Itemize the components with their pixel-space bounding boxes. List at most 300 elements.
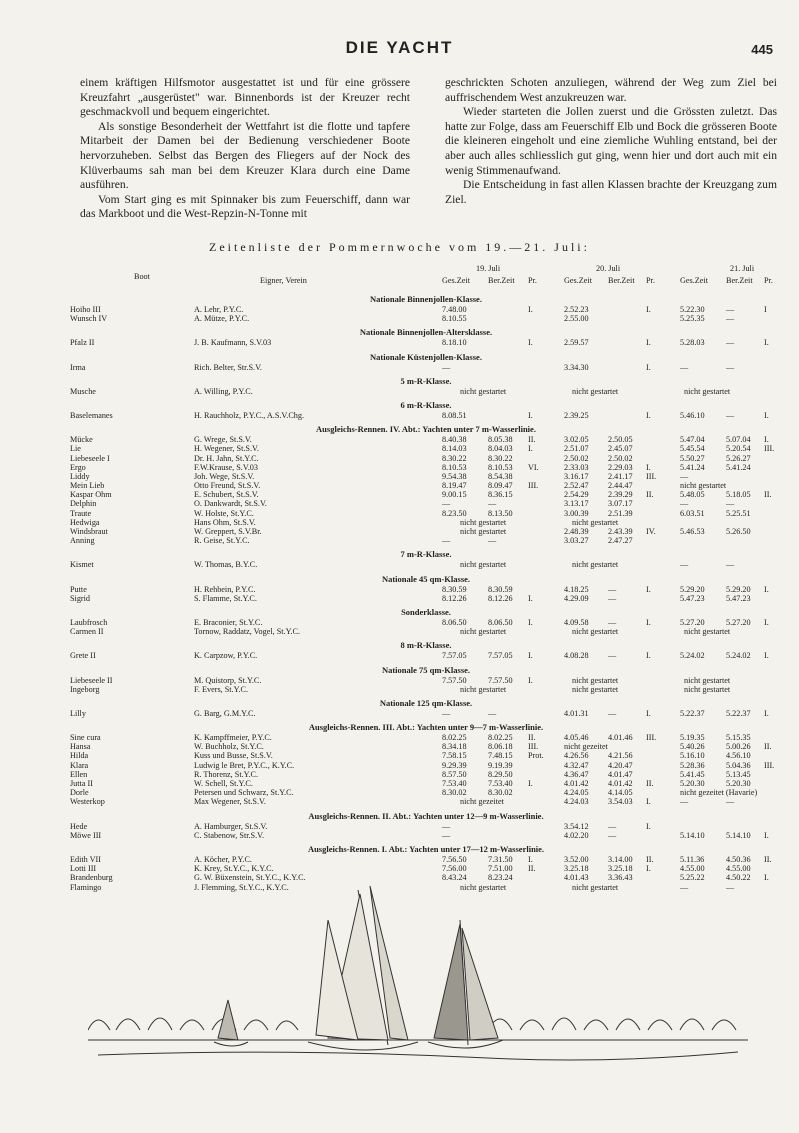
cell-note3: nicht gestartet	[684, 627, 731, 637]
cell-g1: 7.48.00	[442, 305, 467, 314]
header-day1: 19. Juli	[476, 264, 501, 273]
class-heading: Ausgleichs-Rennen. I. Abt.: Yachten unter 17—12 m-Wasserlinie.	[307, 843, 545, 854]
class-heading: Nationale Binnenjollen-Altersklasse.	[359, 327, 493, 338]
cell-b2: 2.29.03	[608, 462, 633, 472]
cell-note3: nicht gestartet	[684, 386, 731, 396]
cell-boot: Musche	[70, 386, 96, 396]
cell-boot: Möwe III	[70, 830, 102, 840]
header-boot: Boot	[134, 272, 150, 281]
cell-owner: A. Willing, P.Y.C.	[194, 386, 253, 396]
cell-b3: 5.15.35	[726, 733, 751, 743]
cell-b3: 4.55.00	[726, 864, 751, 874]
cell-boot: Delphin	[70, 499, 97, 509]
cell-g3: 5.28.36	[680, 760, 705, 770]
cell-g1: 8.57.50	[442, 769, 467, 779]
cell-g3: 5.47.04	[680, 435, 705, 445]
cell-p1: I.	[528, 305, 533, 314]
cell-b3: 5.07.04	[726, 435, 751, 445]
cell-note2: nicht gestartet	[572, 386, 619, 396]
table-row	[70, 490, 782, 499]
cell-p2: III.	[646, 471, 657, 481]
table-row	[70, 733, 782, 742]
cell-owner: Joh. Wege, St.S.V.	[194, 471, 255, 481]
cell-g3: 5.45.54	[680, 444, 705, 454]
cell-note1: nicht gestartet	[460, 527, 507, 536]
cell-boot: Jutta II	[70, 779, 93, 788]
cell-p3: I.	[764, 435, 769, 445]
cell-boot: Hoiho III	[70, 305, 101, 314]
cell-g3: 5.27.20	[680, 617, 705, 627]
cell-b3: —	[726, 882, 735, 892]
cell-b3: 5.14.10	[726, 830, 751, 840]
cell-b3: 4.50.22	[726, 873, 751, 883]
cell-p1: I.	[528, 675, 533, 685]
cell-boot: Mücke	[70, 435, 93, 445]
table-row	[70, 685, 782, 694]
cell-g3: 5.41.45	[680, 769, 705, 779]
table-row	[70, 864, 782, 873]
cell-b1: 9.19.39	[488, 760, 513, 770]
cell-g2: 4.29.09	[564, 593, 589, 603]
cell-owner: F. Evers, St.Y.C.	[194, 684, 249, 694]
text-column-left	[80, 76, 410, 222]
cell-owner: Otto Freund, St.S.V.	[194, 481, 261, 491]
paragraph: Als sonstige Besonderheit der Wettfahrt ist die flotte und tapfere Mitarbeit der Damen bei der Bedienung verschiedener Boote hervorzuheben. Selbst das Bergen des Fliegers auf der Nock des Klüverbaums sah man bei dem Kreuzer Klara durch eine Dame ausführen.	[80, 119, 410, 192]
header-ges: Ges.Zeit	[564, 276, 592, 285]
cell-g2: 4.01.42	[564, 779, 589, 788]
cell-g1: 8.30.59	[442, 584, 467, 594]
cell-g3: 5.50.27	[680, 453, 705, 463]
cell-p3: II.	[764, 490, 772, 500]
cell-p1: I.	[528, 779, 533, 788]
cell-g1: 8.43.24	[442, 873, 467, 883]
cell-p2: I.	[646, 864, 651, 874]
cell-p2: I.	[646, 797, 651, 807]
table-row	[70, 444, 782, 453]
cell-note3: nicht gestartet	[684, 684, 731, 694]
cell-p1: II.	[528, 864, 536, 874]
cell-owner: R. Thorenz, St.Y.C.	[194, 769, 259, 779]
cell-boot: Edith VII	[70, 854, 102, 864]
cell-g3: —	[680, 882, 689, 892]
cell-g2: 3.25.18	[564, 864, 589, 874]
cell-b2: 4.21.56	[608, 751, 633, 761]
cell-b3: —	[726, 314, 735, 324]
class-heading: Nationale Binnenjollen-Klasse.	[370, 294, 482, 304]
cell-b1: 8.30.22	[488, 453, 513, 463]
cell-g2: 3.54.12	[564, 821, 589, 831]
cell-b2: 4.20.47	[608, 760, 633, 770]
cell-b2: 3.25.18	[608, 864, 633, 874]
cell-g2: 2.52.23	[564, 305, 589, 314]
cell-owner: A. Köcher, P.Y.C.	[194, 854, 252, 864]
cell-g1: 9.54.38	[442, 471, 467, 481]
cell-g2: 4.18.25	[564, 584, 589, 594]
cell-b3: 5.22.37	[726, 708, 751, 718]
cell-boot: Traute	[70, 508, 92, 518]
cell-p1: III.	[528, 481, 539, 491]
cell-b1: 7.48.15	[488, 751, 513, 761]
cell-p2: I.	[646, 338, 651, 348]
header-ber: Ber.Zeit	[726, 276, 753, 285]
cell-b1: 7.57.50	[488, 675, 513, 685]
cell-b2: 2.50.02	[608, 453, 633, 463]
cell-note1: nicht gestartet	[460, 560, 507, 570]
cell-owner: J. Flemming, St.Y.C., K.Y.C.	[194, 882, 289, 892]
table-row	[70, 822, 782, 831]
header-ber: Ber.Zeit	[608, 276, 635, 285]
cell-owner: Petersen und Schwarz, St.Y.C.	[194, 788, 294, 798]
header-day3: 21. Juli	[730, 264, 755, 273]
cell-owner: Hans Ohm, St.S.V.	[194, 517, 256, 527]
cell-boot: Wunsch IV	[70, 314, 108, 324]
cell-b2: 2.44.47	[608, 481, 633, 491]
cell-g1: 8.40.38	[442, 435, 467, 445]
cell-p3: II.	[764, 854, 772, 864]
cell-g2: 4.01.43	[564, 873, 589, 883]
table-row	[70, 627, 782, 636]
cell-owner: W. Holste, St.Y.C.	[194, 508, 254, 518]
cell-b2: 3.07.17	[608, 499, 633, 509]
cell-g1: 8.02.25	[442, 733, 467, 743]
cell-g3: 4.55.00	[680, 864, 705, 874]
cell-owner: O. Dankwardt, St.S.V.	[194, 499, 267, 509]
cell-g1: 8.06.50	[442, 617, 467, 627]
table-row	[70, 560, 782, 569]
class-heading: 6 m-R-Klasse.	[400, 399, 452, 410]
cell-b1: 8.09.47	[488, 481, 513, 491]
cell-boot: Liddy	[70, 471, 90, 481]
cell-g3: 5.40.26	[680, 742, 705, 752]
cell-b1: 7.57.05	[488, 651, 513, 661]
table-row	[70, 709, 782, 718]
cell-b2: 2.45.07	[608, 444, 633, 454]
cell-p2: I.	[646, 305, 651, 314]
cell-p3: I.	[764, 873, 769, 883]
cell-g3: 5.22.30	[680, 305, 705, 314]
cell-b2: 4.14.05	[608, 788, 633, 798]
cell-g3: nicht gestartet	[680, 481, 727, 491]
cell-note2: nicht gestartet	[572, 882, 619, 892]
cell-owner: Ludwig le Bret, P.Y.C., K.Y.C.	[194, 760, 295, 770]
cell-b2: 4.01.47	[608, 769, 633, 779]
cell-boot: Lie	[70, 444, 81, 454]
cell-g1: 7.58.15	[442, 751, 467, 761]
table-row	[70, 314, 782, 323]
cell-g3: 5.25.22	[680, 873, 705, 883]
cell-b1: 8.30.59	[488, 584, 513, 594]
table-row	[70, 770, 782, 779]
table-row	[70, 454, 782, 463]
table-body	[70, 290, 782, 892]
cell-b3: 4.50.36	[726, 854, 751, 864]
cell-p2: I.	[646, 651, 651, 661]
cell-boot: Grete II	[70, 651, 96, 661]
cell-b2: —	[608, 651, 617, 661]
table-row	[70, 338, 782, 347]
cell-g3: —	[680, 797, 689, 807]
cell-boot: Windsbraut	[70, 527, 108, 536]
cell-owner: E. Schubert, St.S.V.	[194, 490, 259, 500]
cell-boot: Klara	[70, 760, 89, 770]
cell-owner: A. Hamburger, St.S.V.	[194, 821, 268, 831]
cell-b2: —	[608, 830, 617, 840]
table-row	[70, 797, 782, 806]
cell-b3: 5.26.27	[726, 453, 751, 463]
cell-owner: W. Schell, St.Y.C.	[194, 779, 253, 788]
table-row	[70, 594, 782, 603]
cell-p3: I.	[764, 651, 769, 661]
cell-boot: Liebeseele II	[70, 675, 113, 685]
cell-b2: 3.54.03	[608, 797, 633, 807]
paragraph: einem kräftigen Hilfsmotor ausgestattet ist und für eine grössere Kreuzfahrt „ausgerüstet" war. Binnenbords ist der Kreuzer recht geschmackvoll und bequem eingerichtet.	[80, 76, 410, 119]
cell-b3: 5.25.51	[726, 508, 751, 518]
cell-g2: 3.52.00	[564, 854, 589, 864]
cell-owner: A. Lehr, P.Y.C.	[194, 305, 244, 314]
cell-g1: 7.53.40	[442, 779, 467, 788]
table-row	[70, 509, 782, 518]
cell-g3: 5.19.35	[680, 733, 705, 743]
cell-g2: 2.48.39	[564, 527, 589, 536]
header-pr: Pr.	[646, 276, 655, 285]
cell-note2: nicht gestartet	[572, 675, 619, 685]
table-row	[70, 788, 782, 797]
cell-b2: —	[608, 593, 617, 603]
header-pr: Pr.	[528, 276, 537, 285]
table-row	[70, 481, 782, 490]
cell-owner: Tornow, Raddatz, Vogel, St.Y.C.	[194, 627, 301, 637]
cell-b3: 5.27.20	[726, 617, 751, 627]
cell-b3: 5.29.20	[726, 584, 751, 594]
cell-owner: W. Greppert, S.V.Br.	[194, 527, 262, 536]
cell-boot: Anning	[70, 536, 95, 546]
cell-owner: K. Krey, St.Y.C., K.Y.C.	[194, 864, 274, 874]
cell-g1: 8.18.10	[442, 338, 467, 348]
cell-p1: I.	[528, 338, 533, 348]
cell-owner: H. Rauchholz, P.Y.C., A.S.V.Chg.	[194, 410, 305, 420]
cell-p3: I.	[764, 410, 769, 420]
class-heading: Ausgleichs-Rennen. II. Abt.: Yachten unter 12—9 m-Wasserlinie.	[308, 810, 544, 821]
cell-b3: 5.20.30	[726, 779, 751, 788]
cell-g2: 4.36.47	[564, 769, 589, 779]
header-day2: 20. Juli	[596, 264, 621, 273]
cell-boot: Westerkop	[70, 797, 105, 807]
cell-b1: 7.31.50	[488, 854, 513, 864]
cell-owner: G. Wrege, St.S.V.	[194, 435, 252, 445]
class-heading: Ausgleichs-Rennen. IV. Abt.: Yachten unter 7 m-Wasserlinie.	[316, 424, 536, 435]
cell-owner: J. B. Kaufmann, S.V.03	[194, 338, 272, 348]
cell-b1: 8.23.24	[488, 873, 513, 883]
cell-g1: 7.57.05	[442, 651, 467, 661]
class-heading: Nationale 45 qm-Klasse.	[381, 573, 471, 584]
class-heading: Ausgleichs-Rennen. III. Abt.: Yachten unter 9—7 m-Wasserlinie.	[308, 722, 544, 733]
cell-b2: —	[608, 821, 617, 831]
class-heading: Nationale 75 qm-Klasse.	[381, 664, 471, 675]
table-row	[70, 651, 782, 660]
table-row	[70, 472, 782, 481]
cell-b3: —	[726, 499, 735, 509]
cell-note2: nicht gestartet	[572, 627, 619, 637]
paragraph: Die Entscheidung in fast allen Klassen brachte der Kreuzgang zum Ziel.	[445, 178, 777, 206]
cell-boot: Irma	[70, 362, 86, 372]
cell-b3: 5.20.54	[726, 444, 751, 454]
cell-p2: II.	[646, 490, 654, 500]
cell-owner: G. Barg, G.M.Y.C.	[194, 708, 256, 718]
cell-boot: Carmen II	[70, 627, 104, 637]
cell-g2: 2.50.02	[564, 453, 589, 463]
cell-g2: 2.39.25	[564, 410, 589, 420]
cell-b2: 3.14.00	[608, 854, 633, 864]
cell-g2: 2.51.07	[564, 444, 589, 454]
cell-note3: nicht gestartet	[684, 675, 731, 685]
cell-boot: Dorle	[70, 788, 89, 798]
cell-boot: Baselemanes	[70, 410, 113, 420]
cell-g2: 4.01.31	[564, 708, 589, 718]
cell-g2: 2.33.03	[564, 462, 589, 472]
cell-g2: 3.03.27	[564, 536, 589, 546]
cell-g2: 4.08.28	[564, 651, 589, 661]
cell-p3: I.	[764, 617, 769, 627]
table-row	[70, 305, 782, 314]
cell-g2: 4.24.05	[564, 788, 589, 798]
cell-boot: Hansa	[70, 742, 91, 752]
cell-g2: 4.05.46	[564, 733, 589, 743]
cell-b1: 8.29.50	[488, 769, 513, 779]
cell-b1: 8.13.50	[488, 508, 513, 518]
cell-g1: —	[442, 708, 451, 718]
cell-boot: Lotti III	[70, 864, 97, 874]
cell-g2: 3.16.17	[564, 471, 589, 481]
cell-owner: W. Buchholz, St.Y.C.	[194, 742, 264, 752]
cell-b1: 8.10.53	[488, 462, 513, 472]
cell-owner: Dr. H. Jahn, St.Y.C.	[194, 453, 259, 463]
table-row	[70, 411, 782, 420]
cell-p2: III.	[646, 733, 657, 743]
table-title: Zeitenliste der Pommernwoche vom 19.—21. Juli:	[209, 240, 590, 254]
cell-owner: M. Quistorp, St.Y.C.	[194, 675, 262, 685]
cell-g3: 5.28.03	[680, 338, 705, 348]
cell-g1: 8.10.53	[442, 462, 467, 472]
cell-boot: Hilda	[70, 751, 89, 761]
cell-b3: 5.00.26	[726, 742, 751, 752]
cell-g3: 5.11.36	[680, 854, 705, 864]
cell-p1: II.	[528, 733, 536, 743]
cell-boot: Lilly	[70, 708, 86, 718]
cell-b2: 2.50.05	[608, 435, 633, 445]
cell-boot: Liebeseele I	[70, 453, 110, 463]
cell-g1: 8.10.55	[442, 314, 467, 324]
cell-b1: 7.51.00	[488, 864, 513, 874]
cell-note2: nicht gestartet	[572, 684, 619, 694]
cell-g3: —	[680, 560, 689, 570]
cell-owner: R. Geise, St.Y.C.	[194, 536, 250, 546]
cell-g2: 4.32.47	[564, 760, 589, 770]
cell-g2: 3.13.17	[564, 499, 589, 509]
cell-b3: —	[726, 362, 735, 372]
cell-b3: —	[726, 338, 735, 348]
cell-boot: Ellen	[70, 769, 88, 779]
cell-g1: 7.57.50	[442, 675, 467, 685]
cell-p1: III.	[528, 742, 539, 752]
table-row	[70, 831, 782, 840]
cell-owner: E. Braconier, St.Y.C.	[194, 617, 263, 627]
cell-b2: 2.51.39	[608, 508, 633, 518]
cell-boot: Ingeborg	[70, 684, 100, 694]
cell-b2: —	[608, 584, 617, 594]
cell-g1: 8.19.47	[442, 481, 467, 491]
table-row	[70, 855, 782, 864]
cell-p2: I.	[646, 708, 651, 718]
cell-b3: 5.13.45	[726, 769, 751, 779]
cell-g2: 3.02.05	[564, 435, 589, 445]
cell-owner: A. Mütze, P.Y.C.	[194, 314, 250, 324]
cell-note1: nicht gestartet	[460, 684, 507, 694]
paragraph: geschrickten Schoten anzuliegen, während der Weg zum Ziel bei auffrischendem West anzukreuzen war.	[445, 76, 777, 104]
table-row	[70, 536, 782, 545]
header-pr: Pr.	[764, 276, 773, 285]
paragraph: Wieder starteten die Jollen zuerst und die Grössten zuletzt. Das hatte zur Folge, dass am Feuerschiff Elb und Bock die grösseren Boote die kleineren eingeholt und eine ziemliche Wuhling entstand, bei der aber auch alles schliesslich gut ging, wenn hier und dort auch mit ein wenig Stimmenaufwand.	[445, 105, 777, 177]
cell-p3: III.	[764, 444, 775, 454]
cell-owner: Max Wegener, St.S.V.	[194, 797, 266, 807]
table-row	[70, 618, 782, 627]
cell-boot: Flamingo	[70, 882, 102, 892]
cell-b1: —	[488, 536, 497, 546]
table-row	[70, 463, 782, 472]
cell-g2: 4.02.20	[564, 830, 589, 840]
table-row	[70, 761, 782, 770]
cell-note1: nicht gestartet	[460, 882, 507, 892]
cell-p3: I.	[764, 830, 769, 840]
cell-owner: H. Wegener, St.S.V.	[194, 444, 259, 454]
cell-p1: I.	[528, 617, 533, 627]
cell-g1: 8.12.26	[442, 593, 467, 603]
cell-p3: I.	[764, 584, 769, 594]
cell-g3: nicht gezeitet (Havarie)	[680, 788, 758, 798]
cell-b2: 2.47.27	[608, 536, 633, 546]
cell-g3: 6.03.51	[680, 508, 705, 518]
table-row	[70, 676, 782, 685]
cell-b1: 8.04.03	[488, 444, 513, 454]
cell-p1: VI.	[528, 462, 539, 472]
cell-b3: 5.26.50	[726, 527, 751, 536]
cell-p2: I.	[646, 821, 651, 831]
cell-note2: nicht gestartet	[572, 517, 619, 527]
cell-g1: —	[442, 536, 451, 546]
cell-g3: 5.41.24	[680, 462, 705, 472]
cell-b1: —	[488, 499, 497, 509]
cell-note1: nicht gestartet	[460, 517, 507, 527]
table-row	[70, 363, 782, 372]
cell-g1: 8.14.03	[442, 444, 467, 454]
cell-b2: —	[608, 617, 617, 627]
cell-owner: Rich. Belter, Str.S.V.	[194, 362, 262, 372]
cell-p1: I.	[528, 854, 533, 864]
cell-g1: —	[442, 821, 451, 831]
sailboats-and-trees-drawing-icon	[88, 880, 748, 1090]
cell-g2: 2.52.47	[564, 481, 589, 491]
cell-b1: 8.54.38	[488, 471, 513, 481]
cell-g1: 9.00.15	[442, 490, 467, 500]
cell-owner: S. Flamme, St.Y.C.	[194, 593, 257, 603]
cell-g3: 5.25.35	[680, 314, 705, 324]
cell-g1: 8.34.18	[442, 742, 467, 752]
cell-note1: nicht gestartet	[460, 627, 507, 637]
cell-b1: 8.36.15	[488, 490, 513, 500]
cell-note1: nicht gestartet	[460, 386, 507, 396]
cell-p1: II.	[528, 435, 536, 445]
cell-g1: 7.56.00	[442, 864, 467, 874]
table-row	[70, 499, 782, 508]
